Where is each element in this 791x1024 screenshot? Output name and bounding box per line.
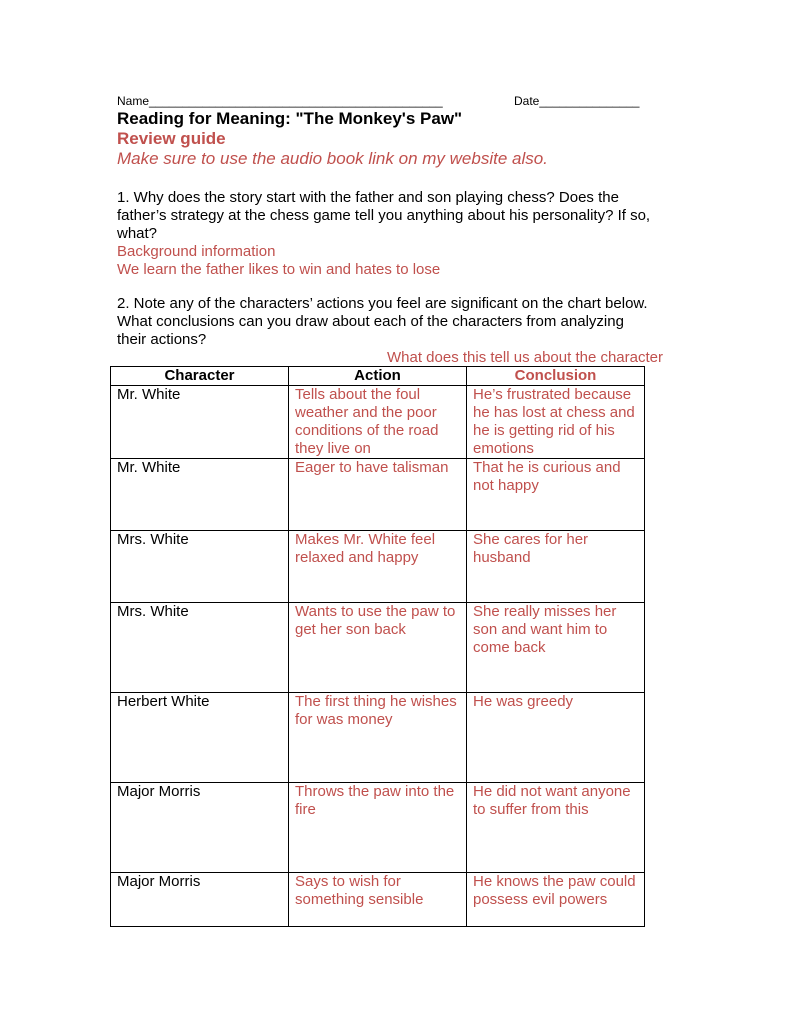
date-field-label: Date_______________ xyxy=(514,94,640,108)
character-cell: Major Morris xyxy=(111,873,289,927)
header-conclusion: Conclusion xyxy=(467,367,645,386)
question-1-line: 1. Why does the story start with the father and son playing chess? Does the xyxy=(117,189,619,206)
table-row xyxy=(111,603,645,693)
action-cell: Wants to use the paw to get her son back xyxy=(289,603,467,693)
table-row xyxy=(111,783,645,873)
question-1-line: what? xyxy=(117,225,158,242)
conclusion-cell: He was greedy xyxy=(467,693,645,783)
question-2-line: 2. Note any of the characters’ actions you feel are significant on the chart below. xyxy=(117,295,648,312)
question-2-line: What conclusions can you draw about each of the characters from analyzing xyxy=(117,313,624,330)
character-cell: Herbert White xyxy=(111,693,289,783)
table-note: What does this tell us about the character xyxy=(387,349,663,366)
question-2-line: their actions? xyxy=(117,331,207,348)
question-1 xyxy=(117,189,650,279)
question-1-line: father’s strategy at the chess game tell you anything about his personality? If so, xyxy=(117,207,651,224)
action-cell: The first thing he wishes for was money xyxy=(289,693,467,783)
character-cell: Major Morris xyxy=(111,783,289,873)
action-cell: Makes Mr. White feel relaxed and happy xyxy=(289,531,467,603)
audio-book-note: Make sure to use the audio book link on my website also. xyxy=(117,149,548,168)
character-cell: Mrs. White xyxy=(111,531,289,603)
action-cell: Throws the paw into the fire xyxy=(289,783,467,873)
table-row xyxy=(111,386,645,459)
action-cell: Tells about the foul weather and the poor conditions of the road they live on xyxy=(289,386,467,459)
character-analysis-table xyxy=(110,366,645,927)
question-2 xyxy=(117,295,648,349)
character-cell: Mr. White xyxy=(111,459,289,531)
conclusion-cell: She really misses her son and want him to come back xyxy=(467,603,645,693)
table-row xyxy=(111,531,645,603)
review-guide-subtitle: Review guide xyxy=(117,129,226,148)
table-row xyxy=(111,693,645,783)
character-cell: Mr. White xyxy=(111,386,289,459)
page-title: Reading for Meaning: "The Monkey's Paw" xyxy=(117,109,463,128)
header-character: Character xyxy=(111,367,289,386)
header-action: Action xyxy=(289,367,467,386)
conclusion-cell: He did not want anyone to suffer from this xyxy=(467,783,645,873)
conclusion-cell: She cares for her husband xyxy=(467,531,645,603)
conclusion-cell: He knows the paw could possess evil powers xyxy=(467,873,645,927)
question-1-answer: Background information xyxy=(117,243,276,260)
action-cell: Says to wish for something sensible xyxy=(289,873,467,927)
table-row xyxy=(111,459,645,531)
table-header-row xyxy=(111,367,645,386)
question-1-answer: We learn the father likes to win and hates to lose xyxy=(117,261,441,278)
character-cell: Mrs. White xyxy=(111,603,289,693)
table-row xyxy=(111,873,645,927)
conclusion-cell: He’s frustrated because he has lost at chess and he is getting rid of his emotions xyxy=(467,386,645,459)
action-cell: Eager to have talisman xyxy=(289,459,467,531)
conclusion-cell: That he is curious and not happy xyxy=(467,459,645,531)
name-field-label: Name____________________________________________ xyxy=(117,94,443,108)
